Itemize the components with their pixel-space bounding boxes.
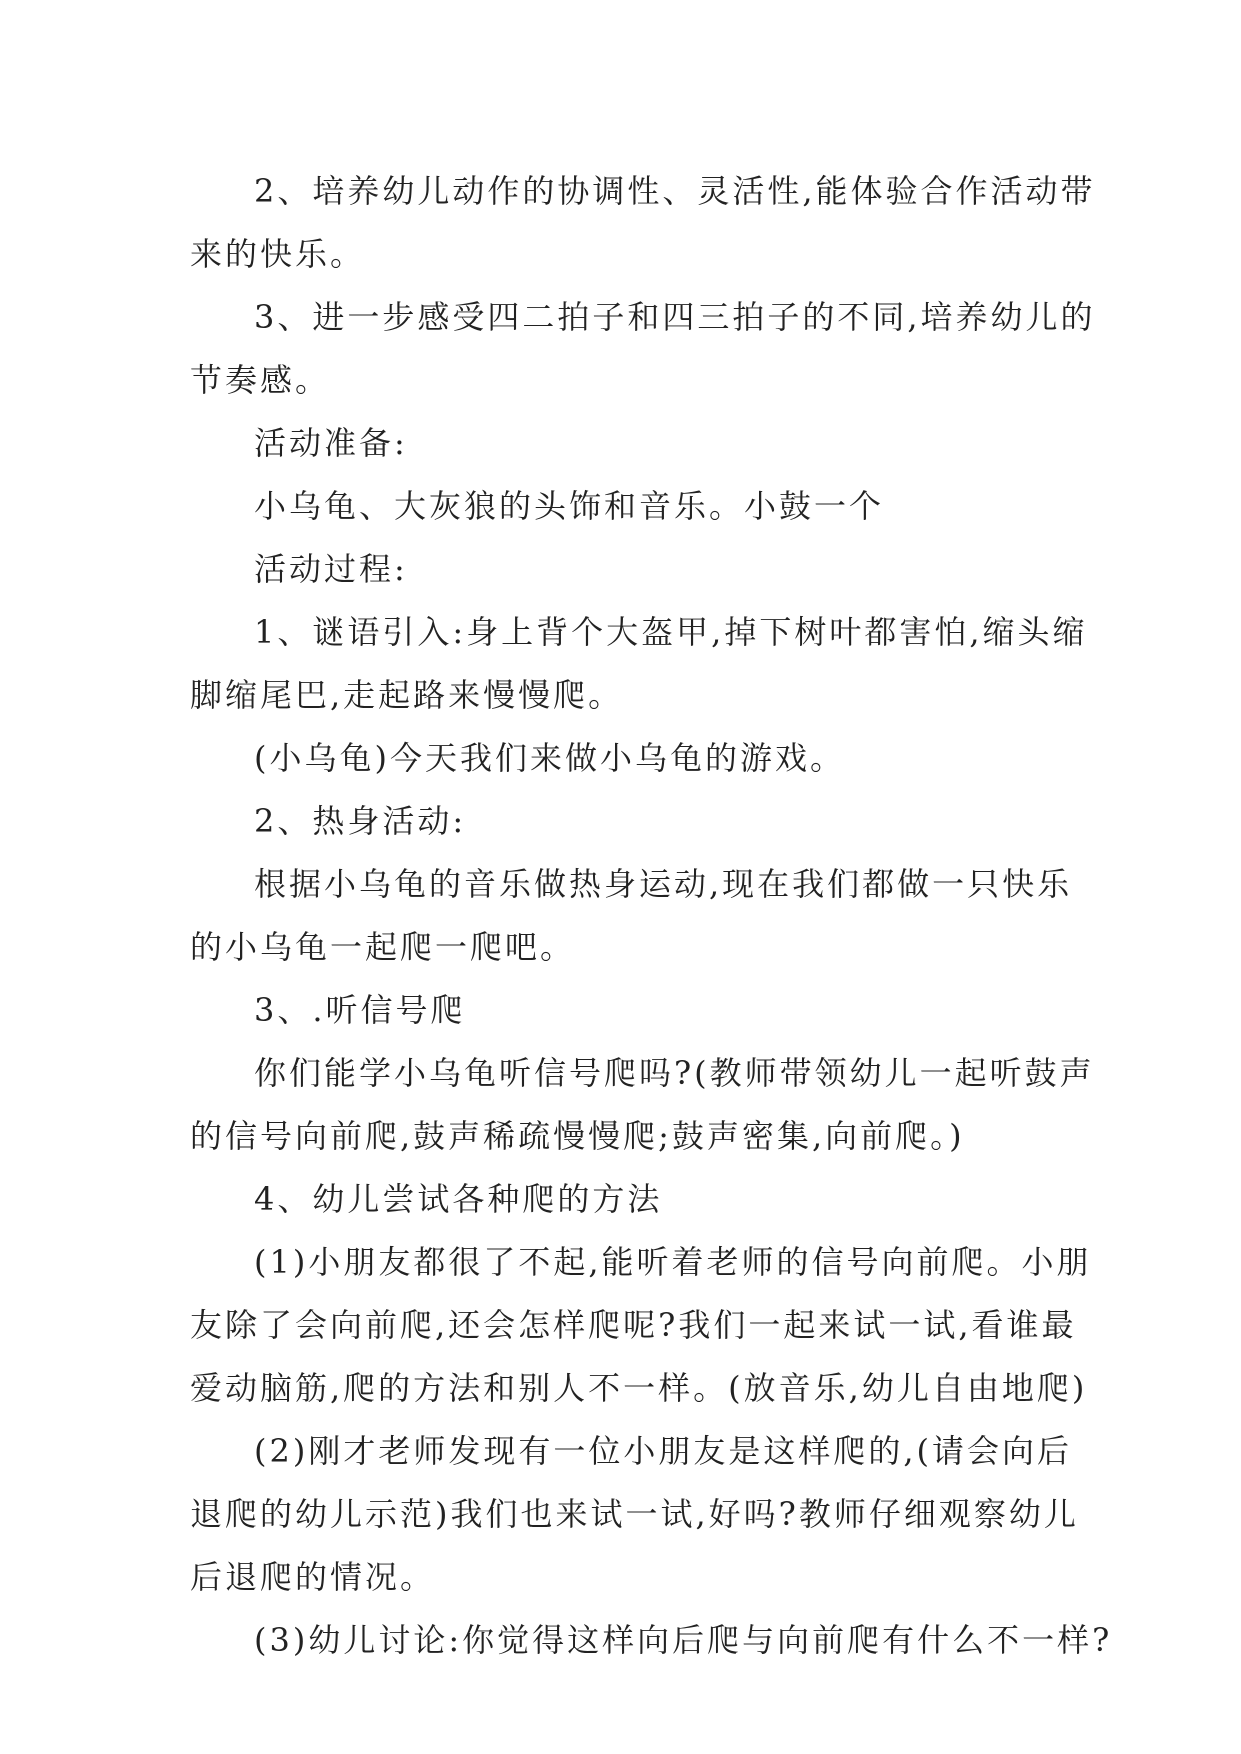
text-line: 3、.听信号爬 (254, 991, 466, 1029)
text-line: 4、幼儿尝试各种爬的方法 (254, 1180, 663, 1218)
text-line: 后退爬的情况。 (190, 1558, 436, 1596)
text-line: (2)刚才老师发现有一位小朋友是这样爬的,(请会向后 (254, 1432, 1072, 1470)
text-line: 2、热身活动: (254, 802, 467, 840)
text-line: 友除了会向前爬,还会怎样爬呢?我们一起来试一试,看谁最 (190, 1306, 1077, 1344)
text-line: 退爬的幼儿示范)我们也来试一试,好吗?教师仔细观察幼儿 (190, 1495, 1079, 1533)
text-line: (1)小朋友都很了不起,能听着老师的信号向前爬。小朋 (254, 1243, 1092, 1281)
text-line: 脚缩尾巴,走起路来慢慢爬。 (190, 676, 624, 714)
document-body (190, 160, 1113, 1672)
text-line: 根据小乌龟的音乐做热身运动,现在我们都做一只快乐 (254, 865, 1073, 903)
text-line: 来的快乐。 (190, 235, 366, 273)
text-line: 的小乌龟一起爬一爬吧。 (190, 928, 576, 966)
text-line: 2、培养幼儿动作的协调性、灵活性,能体验合作活动带 (254, 172, 1096, 210)
text-line: 小乌龟、大灰狼的头饰和音乐。小鼓一个 (254, 487, 885, 525)
text-line: 活动过程: (254, 550, 408, 588)
text-line: 节奏感。 (190, 361, 331, 399)
text-line: 1、谜语引入:身上背个大盔甲,掉下树叶都害怕,缩头缩 (254, 613, 1088, 651)
text-line: 爱动脑筋,爬的方法和别人不一样。(放音乐,幼儿自由地爬) (190, 1369, 1088, 1407)
text-line: 的信号向前爬,鼓声稀疏慢慢爬;鼓声密集,向前爬。) (190, 1117, 965, 1155)
text-line: (小乌龟)今天我们来做小乌龟的游戏。 (254, 739, 845, 777)
text-line: 你们能学小乌龟听信号爬吗?(教师带领幼儿一起听鼓声 (254, 1054, 1095, 1092)
text-line: (3)幼儿讨论:你觉得这样向后爬与向前爬有什么不一样? (254, 1621, 1113, 1659)
text-line: 活动准备: (254, 424, 408, 462)
text-line: 3、进一步感受四二拍子和四三拍子的不同,培养幼儿的 (254, 298, 1096, 336)
